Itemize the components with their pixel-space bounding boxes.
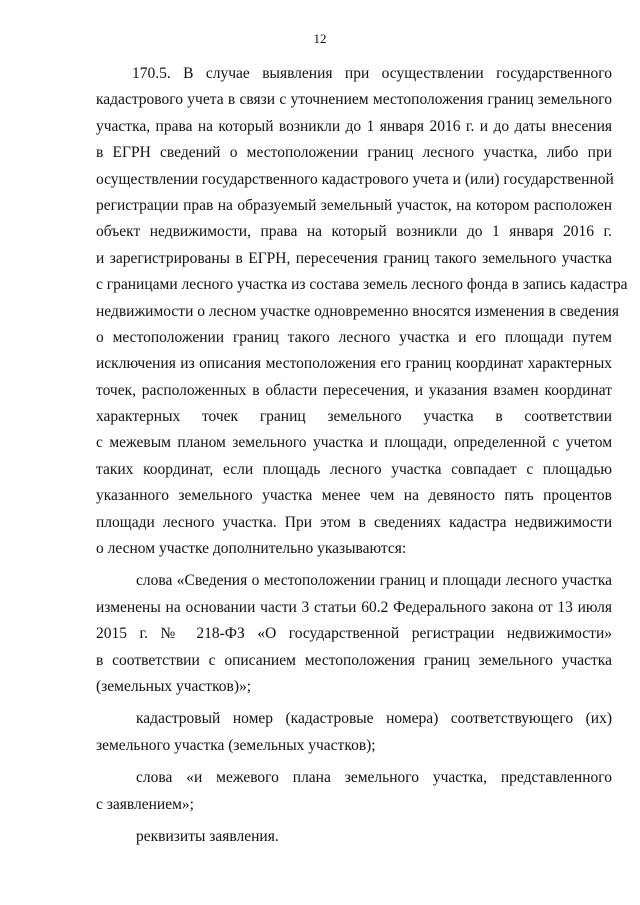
text-line: кадастровый номер (кадастровые номера) соответствующего (их): [136, 710, 612, 728]
text-line: о лесном участке дополнительно указываются:: [96, 540, 407, 558]
text-line: таких координат, если площадь лесного участка совпадает с площадью: [96, 460, 612, 478]
text-line: в ЕГРН сведений о местоположении границ лесного участка, либо при: [96, 144, 612, 162]
text-line: реквизиты заявления.: [136, 827, 279, 845]
text-line: с межевым планом земельного участка и площади, определенной с учетом: [96, 434, 612, 452]
text-line: земельного участка (земельных участков);: [96, 736, 376, 754]
text-line: участка, права на который возникли до 1 января 2016 г. и до даты внесения: [96, 117, 612, 135]
text-line: недвижимости о лесном участке одновременно вносятся изменения в сведения: [96, 302, 619, 320]
text-line: исключения из описания местоположения его границ координат характерных: [96, 355, 612, 373]
text-line: 2015 г. № 218-ФЗ «О государственной регистрации недвижимости»: [96, 625, 612, 643]
text-line: слова «и межевого плана земельного участка, представленного: [136, 769, 612, 787]
document-body: [96, 61, 628, 856]
text-line: слова «Сведения о местоположении границ и площади лесного участка: [136, 572, 612, 590]
text-line: осуществлении государственного кадастрового учета и (или) государственной: [96, 170, 614, 188]
text-line: объект недвижимости, права на который возникли до 1 января 2016 г.: [96, 223, 612, 241]
paragraph-mezhevoy-plan: [96, 765, 612, 818]
text-line: характерных точек границ земельного участка в соответствии: [96, 408, 612, 426]
text-line: о местоположении границ такого лесного участка и его площади путем: [96, 328, 612, 346]
text-line: 170.5. В случае выявления при осуществлении государственного: [132, 65, 612, 82]
text-line: указанного земельного участка менее чем на девяносто пять процентов: [96, 487, 612, 505]
text-line: регистрации прав на образуемый земельный участок, на котором расположен: [96, 196, 612, 214]
paragraph-170-5: [96, 61, 628, 562]
paragraph-rekvizity: [96, 824, 612, 850]
text-line: в соответствии с описанием местоположения границ земельного участка: [96, 651, 612, 669]
text-line: точек, расположенных в области пересечения, и указания взамен координат: [96, 381, 612, 399]
text-line: изменены на основании части 3 статьи 60.2 Федерального закона от 13 июля: [96, 598, 612, 616]
paragraph-slova-svedeniya: [96, 568, 612, 700]
text-line: площади лесного участка. При этом в сведениях кадастра недвижимости: [96, 513, 612, 531]
text-line: (земельных участков)»;: [96, 677, 252, 695]
text-line: и зарегистрированы в ЕГРН, пересечения границ такого земельного участка: [96, 249, 612, 267]
page-number: 12: [313, 31, 327, 46]
text-line: кадастрового учета в связи с уточнением местоположения границ земельного: [96, 91, 612, 109]
paragraph-cadastral-number: [96, 706, 612, 759]
text-line: с заявлением»;: [96, 795, 194, 813]
text-line: с границами лесного участка из состава земель лесного фонда в запись кадастра: [96, 276, 628, 294]
